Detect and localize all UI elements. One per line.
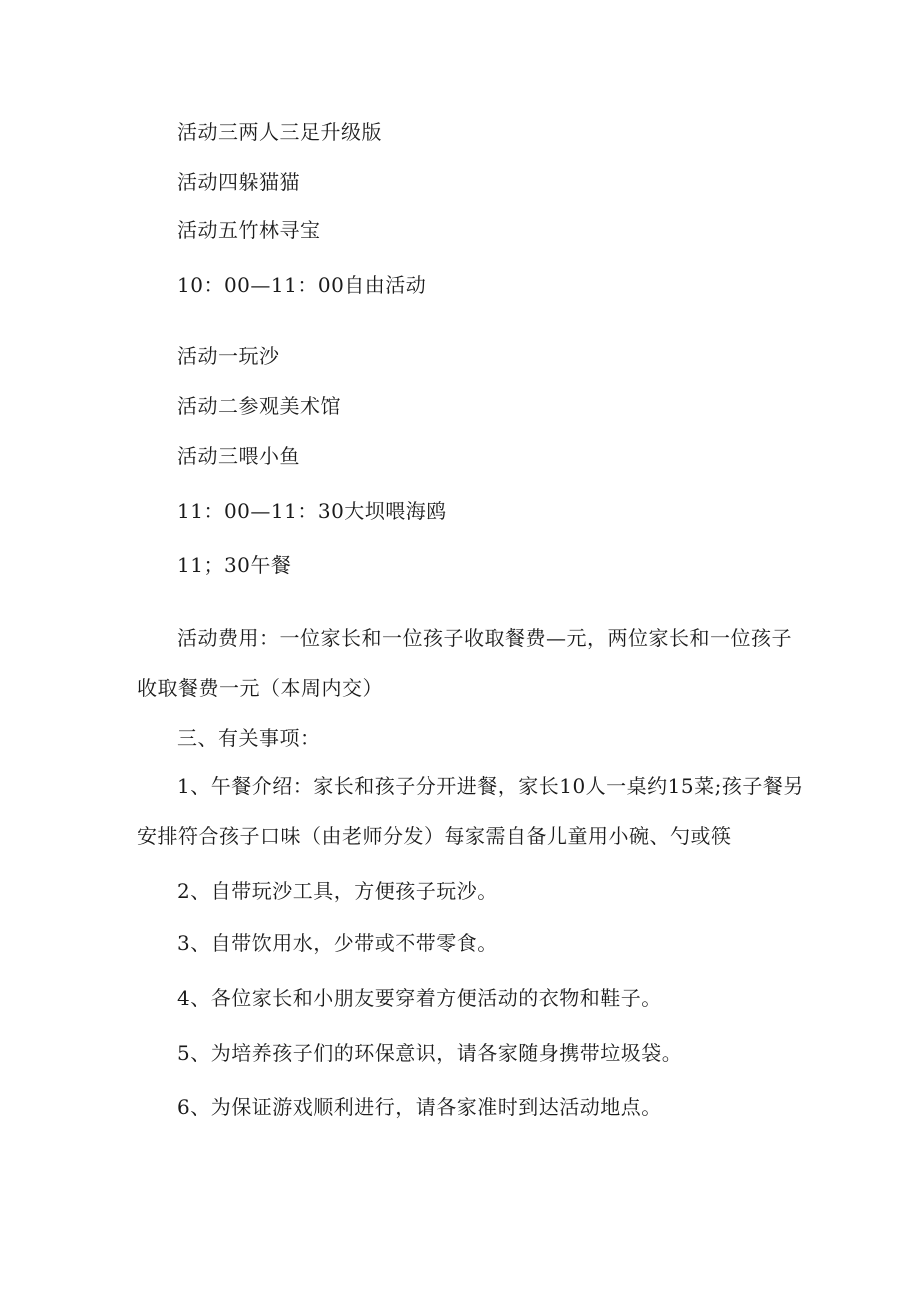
fee-paragraph-line1: 活动费用：一位家长和一位孩子收取餐费—元，两位家长和一位孩子 [177, 626, 792, 650]
activity-line: 活动三两人三足升级版 [177, 120, 382, 144]
note-3: 3、自带饮用水，少带或不带零食。 [177, 931, 498, 955]
schedule-slot-free: 10：00—11：00自由活动 [177, 273, 427, 297]
notes-heading: 三、有关事项： [177, 726, 321, 750]
activity-line: 活动五竹林寻宝 [177, 218, 321, 242]
note-1-line2: 安排符合孩子口味（由老师分发）每家需自备儿童用小碗、勺或筷 [137, 824, 732, 848]
schedule-slot-lunch: 11；30午餐 [177, 553, 292, 577]
activity-line: 活动三喂小鱼 [177, 444, 300, 468]
activity-line: 活动四躲猫猫 [177, 170, 300, 194]
note-6: 6、为保证游戏顺利进行，请各家准时到达活动地点。 [177, 1095, 662, 1119]
fee-paragraph-line2: 收取餐费一元（本周内交） [137, 676, 383, 700]
note-2: 2、自带玩沙工具，方便孩子玩沙。 [177, 879, 498, 903]
note-1-line1: 1、午餐介绍：家长和孩子分开进餐，家长10人一桌约15菜;孩子餐另 [177, 774, 804, 798]
activity-line: 活动二参观美术馆 [177, 394, 341, 418]
schedule-slot-gulls: 11：00—11：30大坝喂海鸥 [177, 499, 447, 523]
activity-line: 活动一玩沙 [177, 344, 280, 368]
note-4: 4、各位家长和小朋友要穿着方便活动的衣物和鞋子。 [177, 986, 662, 1010]
note-5: 5、为培养孩子们的环保意识，请各家随身携带垃圾袋。 [177, 1041, 683, 1065]
